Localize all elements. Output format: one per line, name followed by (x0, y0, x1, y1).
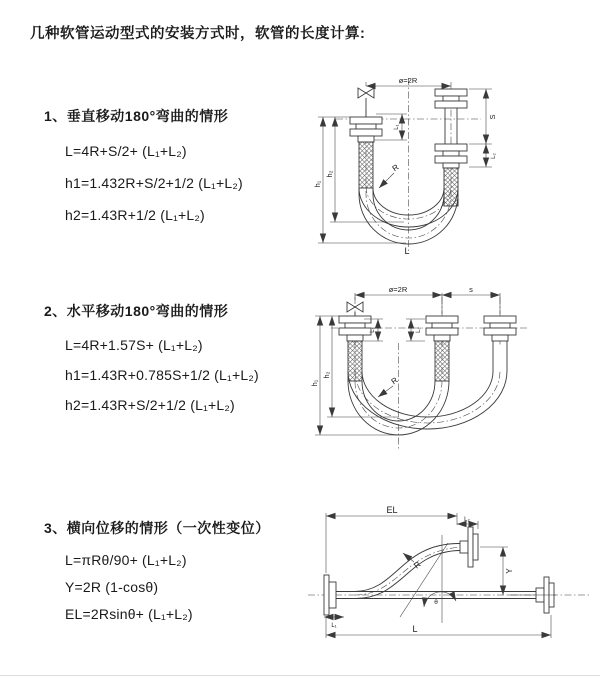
formula-list (65, 330, 259, 420)
dim-width-label: ø=2R (398, 76, 418, 85)
dimension-lines (315, 293, 500, 435)
dim-el-label: EL (386, 505, 398, 515)
dim-h1-label: h₁ (310, 379, 319, 387)
angle-theta-label: θ (434, 599, 438, 606)
formula-line: Y=2R (1-cosθ) (65, 579, 159, 595)
upper-right-flange (460, 527, 478, 567)
dim-l1-label: L₁ (370, 327, 376, 333)
page-title: 几种软管运动型式的安装方式时，软管的长度计算: (30, 26, 366, 42)
dim-h1-label: h₁ (313, 180, 322, 188)
angle-construction (400, 535, 456, 623)
diagram-vertical-bend (306, 72, 551, 257)
right-lower-fitting (435, 144, 467, 168)
braid-section (348, 341, 362, 381)
dim-l2-label: L₂ (491, 153, 497, 159)
valve-icon (347, 302, 363, 316)
section-heading: 2、水平移动180°弯曲的情形 (44, 303, 229, 319)
formula-line: EL=2Rsinθ+ (L₁+L₂) (65, 606, 193, 622)
dim-l1-label: L₁ (394, 124, 400, 130)
section-vertical-bend (44, 106, 243, 231)
radius-label: R (412, 559, 423, 571)
formula-line: L=4R+1.57S+ (L₁+L₂) (65, 337, 203, 353)
formula-line: h2=1.43R+S/2+1/2 (L₁+L₂) (65, 397, 235, 413)
formula-list (65, 547, 270, 628)
hose-assembly (324, 527, 554, 615)
dim-y-label: Y (505, 568, 514, 574)
radius-label: R (389, 375, 400, 387)
dim-l1-label: L₁ (331, 623, 337, 629)
formula-line: L=πRθ/90+ (L₁+L₂) (65, 552, 187, 568)
left-fitting (350, 117, 382, 142)
diagram-horizontal-bend (303, 283, 565, 458)
diagram-lateral-displacement (300, 505, 600, 645)
section-heading: 3、横向位移的情形（一次性变位） (44, 520, 270, 536)
dim-s-label: s (469, 285, 473, 294)
formula-line: h1=1.43R+0.785S+1/2 (L₁+L₂) (65, 367, 259, 383)
valve-icon (358, 88, 374, 117)
dim-l-label: L (412, 624, 418, 634)
radius-label: R (390, 162, 401, 174)
left-fitting (339, 316, 371, 341)
dimension-lines (324, 513, 556, 638)
hose-assembly (339, 302, 516, 435)
formula-line: L=4R+S/2+ (L₁+L₂) (65, 143, 187, 159)
right-fitting (484, 316, 516, 341)
dim-h2-label: h₂ (325, 170, 334, 178)
braid-section (435, 341, 449, 381)
right-upper-fitting (435, 89, 467, 108)
length-label: L (404, 246, 410, 256)
dim-l2-label: L₂ (416, 327, 422, 333)
dim-l2-label: L₂ (464, 517, 470, 523)
section-horizontal-bend (44, 301, 259, 420)
left-flange (324, 575, 336, 615)
dim-s-label: S (488, 114, 497, 120)
middle-fitting (426, 316, 458, 341)
dim-h2-label: h₂ (322, 371, 331, 379)
formula-line: h1=1.432R+S/2+1/2 (L₁+L₂) (65, 175, 243, 191)
formula-list (65, 135, 243, 231)
formula-line: h2=1.43R+1/2 (L₁+L₂) (65, 207, 205, 223)
dim-width-label: ø=2R (388, 285, 408, 294)
section-lateral-displacement (44, 518, 270, 628)
section-heading: 1、垂直移动180°弯曲的情形 (44, 108, 229, 124)
braid-section (359, 142, 373, 188)
